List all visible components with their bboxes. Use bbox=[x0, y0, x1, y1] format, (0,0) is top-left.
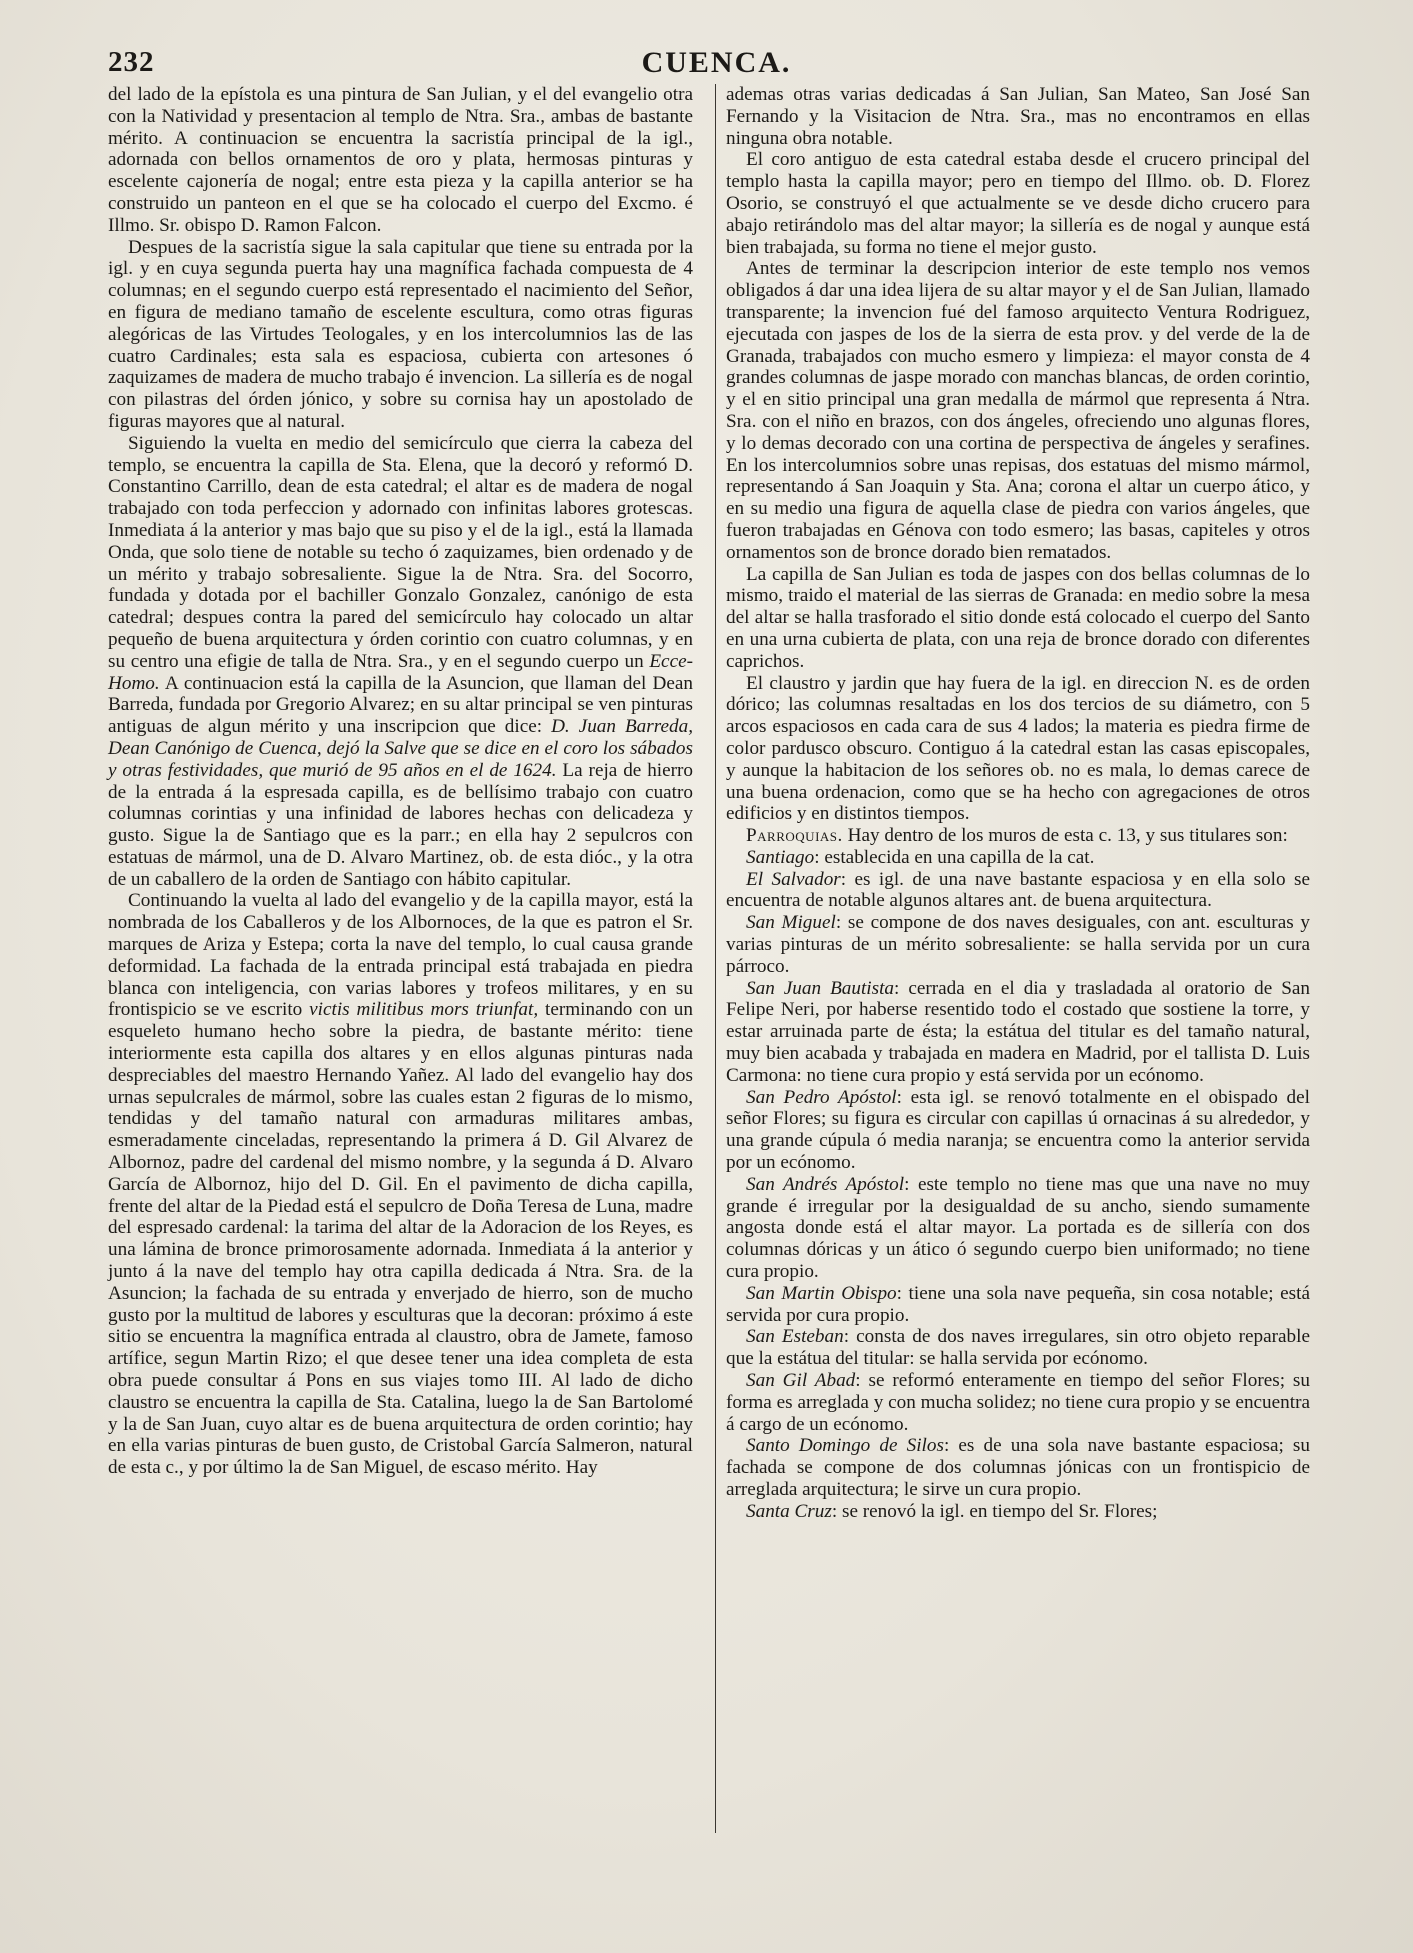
parish-entry bbox=[726, 1501, 1310, 1523]
right-column bbox=[715, 84, 1310, 1833]
parish-entry bbox=[726, 1087, 1310, 1174]
paragraph-text: terminando con un esqueleto humano hecho sobre la piedra, de bastante mérito: tiene interiormente esta capilla dos altares y en ellos algunas pinturas nada despreciables del maestro Hernando Yañez. Al lado del evangelio hay dos urnas sepulcrales de mármol, sobre las cuales estan 2 figuras de lo mismo, tendidas y del tamaño natural con armaduras militares ambas, esmeradamente cinceladas, representando la primera á D. Gil Alvarez de Albornoz, padre del cardenal del mismo nombre, y la segunda á D. Alvaro García de Albornoz, hijo del D. Gil. En el pavimento de dicha capilla, frente del altar de la Piedad está el sepulcro de Doña Teresa de Luna, madre del espresado cardenal: la tarima del altar de la Adoracion de los Reyes, es una lámina de bronce primorosamente adornada. Inmediata á la anterior y junto á la nave del templo hay otra capilla dedicada á Ntra. Sra. de la Asuncion; la fachada de su entrada y enverjado de hierro, son de mucho gusto por la multitud de labores y esculturas que la decoran: próximo á este sitio se encuentra la magnífica entrada al claustro, obra de Jamete, famoso artífice, segun Martin Rizo; el que desee tener una idea completa de esta obra puede consultar á Pons en sus viajes tomo III. Al lado de dicho claustro se encuentra la capilla de Sta. Catalina, luego la de San Bartolomé y la de San Juan, cuyo altar es de buena arquitectura de orden corintio; hay en ella varias pinturas de buen gusto, de Cristobal García Salmeron, natural de esta c., y por último la de San Miguel, de escaso mérito. Hay bbox=[108, 999, 693, 1479]
parish-entry bbox=[726, 1370, 1310, 1435]
parish-name: San Martin Obispo bbox=[746, 1282, 897, 1304]
paragraph: del lado de la epístola es una pintura de San Julian, y el del evangelio otra con la Natividad y presentacion al templo de Ntra. Sra., ambas de bastante mérito. A continuacion se encuentra la sacristía principal de la igl., adornada con bellos ornamentos de oro y plata, hermosas pinturas y escelente cajonería de nogal; entre esta pieza y la capilla anterior se ha construido un panteon en el que se ha colocado el cuerpo del Excmo. é Illmo. Sr. obispo D. Ramon Falcon. bbox=[108, 84, 693, 236]
motto-text: victis militibus mors triunfat, bbox=[309, 999, 539, 1021]
parish-text: : establecida en una capilla de la cat. bbox=[814, 846, 1095, 868]
parish-name: San Pedro Apóstol bbox=[746, 1086, 897, 1108]
parish-entry bbox=[726, 978, 1310, 1087]
parish-text: : se compone de dos naves desiguales, con ant. esculturas y varias pinturas de un mérito sobresaliente: se halla servida por un cura párroco. bbox=[726, 912, 1310, 977]
paragraph-text: Continuando la vuelta al lado del evangelio y de la capilla mayor, está la nombrada de los Caballeros y de los Albornoces, de la que es patron el Sr. marques de Ariza y Estepa; corta la nave del templo, lo cual causa grande deformidad. La fachada de la entrada principal está trabajada en piedra blanca con inteligencia, con varias labores y trofeos militares, y en su frontispicio se ve escrito bbox=[108, 890, 693, 1021]
parish-text: : es de una sola nave bastante espaciosa; su fachada se compone de dos columnas jónicas con un frontispicio de arreglada arquitectura; le sirve un cura propio. bbox=[726, 1435, 1310, 1500]
parish-entry bbox=[726, 1435, 1310, 1500]
parish-entry bbox=[726, 1174, 1310, 1283]
parish-text: : es igl. de una nave bastante espaciosa y en ella solo se encuentra de notable algunos altares ant. de buena arquitectura. bbox=[726, 868, 1310, 912]
paragraph-text: Siguiendo la vuelta en medio del semicírculo que cierra la cabeza del templo, se encuentra la capilla de Sta. Elena, que la decoró y reformó D. Constantino Carrillo, dean de esta catedral; el altar es de madera de nogal trabajado con toda perfeccion y adornado con infinitas labores grotescas. Inmediata á la anterior y mas bajo que su piso y el de la igl., está la llamada Onda, que solo tiene de notable su techo ó zaquizames, bien ordenado y de un mérito y trabajo sobresaliente. Sigue la de Ntra. Sra. del Socorro, fundada y dotada por el bachiller Gonzalo Gonzalez, canónigo de esta catedral; despues contra la pared del semicírculo hay colocado un altar pequeño de buena arquitectura y órden corintio con cuatro columnas, y en su centro una efigie de talla de Ntra. Sra., y en el segundo cuerpo un bbox=[108, 432, 693, 672]
paragraph bbox=[108, 433, 693, 891]
parish-name: San Miguel bbox=[746, 912, 836, 934]
inscription-text: D. Juan Barreda, Dean Canónigo de Cuenca, dejó la Salve que se dice en el coro los sábados y otras festividades, que murió de 95 años en el de 1624. bbox=[108, 716, 693, 781]
parish-text: : este templo no tiene mas que una nave no muy grande é irregular por la desigualdad de su ancho, siendo sumamente angosta donde está el altar mayor. La portada es de sillería con dos columnas dóricas y un ático ó segundo cuerpo bien uniformado; no tiene cura propio. bbox=[726, 1173, 1311, 1283]
parish-entry bbox=[726, 1326, 1310, 1370]
page-header bbox=[100, 40, 1333, 86]
parish-name: Santiago bbox=[746, 846, 815, 868]
parish-entry bbox=[726, 1283, 1310, 1327]
paragraph: El claustro y jardin que hay fuera de la igl. en direccion N. es de orden dórico; las columnas resaltadas en los dos tercios de su diámetro, con 5 arcos espaciosos en cada cara de sus 4 lados; la materia es piedra firme de color pardusco obscuro. Contiguo á la catedral estan las casas episcopales, y aunque la habitacion de los señores ob. no es mala, lo demas carece de una buena ordenacion, como que se ha hecho con agregaciones de otros edificios y en distintos tiempos. bbox=[726, 672, 1310, 825]
parish-text: : se reformó enteramente en tiempo del señor Flores; su forma es arreglada y con mucha solidez; no tiene cura propio y se encuentra á cargo de un ecónomo. bbox=[726, 1370, 1310, 1435]
parish-name: Santa Cruz bbox=[746, 1500, 832, 1522]
running-head: CUENCA. bbox=[641, 46, 792, 79]
parish-entry bbox=[726, 847, 1310, 869]
paragraph: El coro antiguo de esta catedral estaba desde el crucero principal del templo hasta la capilla mayor; pero en tiempo del Illmo. ob. D. Florez Osorio, se construyó el que actualmente se ve desde dicho crucero para abajo retirándolo mas del altar mayor; la sillería es de nogal y aunque está bien trabajada, su forma no tiene el mejor gusto. bbox=[726, 149, 1310, 258]
parish-text: : tiene una sola nave pequeña, sin cosa notable; está servida por cura propio. bbox=[726, 1282, 1310, 1326]
paragraph: Despues de la sacristía sigue la sala capitular que tiene su entrada por la igl. y en cuya segunda puerta hay una magnífica fachada compuesta de 4 columnas; en el segundo cuerpo está representado el nacimiento del Señor, en figura de mediano tamaño de escelente escultura, como otras figuras alegóricas de las Virtudes Teologales, y en los intercolumnios las de las cuatro Cardinales; esta sala es espaciosa, cubierta con artesones ó zaquizames de madera de mucho trabajo é invencion. La sillería es de nogal con pilastras del órden jónico, y sobre su cornisa hay un apostolado de figuras mayores que al natural. bbox=[108, 236, 693, 432]
parish-name: El Salvador bbox=[746, 868, 841, 890]
paragraph bbox=[726, 825, 1310, 847]
left-column bbox=[108, 84, 703, 1833]
text-columns bbox=[108, 84, 1333, 1833]
paragraph bbox=[108, 890, 693, 1479]
parish-text: : esta igl. se renovó totalmente en el obispado del señor Flores; su figura es circular con capillas ú ornacinas á su alrededor, y una grande cúpula ó media naranja; se encuentra como la anterior servida por un ecónomo. bbox=[726, 1086, 1310, 1174]
paragraph-text: Hay dentro de los muros de esta c. 13, y sus titulares son: bbox=[847, 825, 1288, 847]
parish-text: : cerrada en el dia y trasladada al oratorio de San Felipe Neri, por haberse resentido todo el costado que sostiene la torre, y estar arruinada parte de ésta; la estátua del titular es del tamaño natural, muy bien acabada y trabajada en madera en Madrid, por el tallista D. Luis Carmona: no tiene cura propio y está servida por un ecónomo. bbox=[726, 977, 1310, 1086]
parish-text: : se renovó la igl. en tiempo del Sr. Flores; bbox=[831, 1500, 1158, 1522]
paragraph-text: A continuacion está la capilla de la Asuncion, que llaman del Dean Barreda, fundada por Gregorio Alvarez; en su altar principal se ven pinturas antiguas de algun mérito y una inscripcion que dice: bbox=[108, 672, 693, 738]
paragraph: ademas otras varias dedicadas á San Julian, San Mateo, San José San Fernando y la Visitacion de Ntra. Sra., mas no encontramos en ellas ninguna obra notable. bbox=[726, 84, 1310, 149]
parish-name: San Juan Bautista bbox=[746, 977, 895, 999]
page-number: 232 bbox=[108, 46, 155, 78]
parish-entry bbox=[726, 912, 1310, 977]
paragraph: La capilla de San Julian es toda de jaspes con dos bellas columnas de lo mismo, traido el material de las sierras de Granada: en medio sobre la mesa del altar se halla trasforado el sitio donde está colocado el cuerpo del Santo en una urna cubierta de plata, con una reja de bronce dorado con diferentes caprichos. bbox=[726, 563, 1310, 672]
parish-name: San Andrés Apóstol bbox=[746, 1173, 905, 1195]
section-heading: Parroquias. bbox=[746, 825, 843, 847]
paragraph-text: La reja de hierro de la entrada á la espresada capilla, es de bellísimo trabajo con cuatro columnas corintias y una infinidad de labores hechas con delicadeza y gusto. Sigue la de Santiago que es la parr.; en ella hay 2 sepulcros con estatuas de mármol, una de D. Alvaro Martinez, ob. de esta dióc., y la otra de un caballero de la orden de Santiago con hábito capitular. bbox=[108, 759, 694, 890]
parish-name: San Esteban bbox=[746, 1326, 844, 1348]
italic-text: Ecce-Homo. bbox=[108, 650, 693, 694]
parish-name: San Gil Abad bbox=[746, 1370, 856, 1392]
paragraph: Antes de terminar la descripcion interior de este templo nos vemos obligados á dar una idea lijera de su altar mayor y el de San Julian, llamado transparente; la invencion fué del famoso arquitecto Ventura Rodriguez, ejecutada con jaspes de los de la sierra de esta prov. y del verde de la de Granada, trabajados con mucho esmero y limpieza: el mayor consta de 4 grandes columnas de jaspe morado con manchas blancas, de orden corintio, y el en sitio principal una gran medalla de mármol que representa á Ntra. Sra. con el niño en brazos, con dos ángeles, ofreciendo uno algunas flores, y lo demas decorado con una cortina de perspectiva de ángeles y serafines. En los intercolumnios sobre unas repisas, dos estatuas del mismo mármol, representando á San Joaquin y Sta. Ana; corona el altar un cuerpo ático, y en su medio una figura de aquella clase de piedra con varios ángeles, que fueron trabajadas en Génova con todo esmero; las basas, capiteles y otros ornamentos son de bronce dorado bien rematados. bbox=[726, 258, 1310, 563]
parish-name: Santo Domingo de Silos bbox=[746, 1435, 944, 1457]
parish-entry bbox=[726, 869, 1310, 913]
parish-text: : consta de dos naves irregulares, sin otro objeto reparable que la estátua del titular: se halla servida por ecónomo. bbox=[726, 1326, 1310, 1370]
